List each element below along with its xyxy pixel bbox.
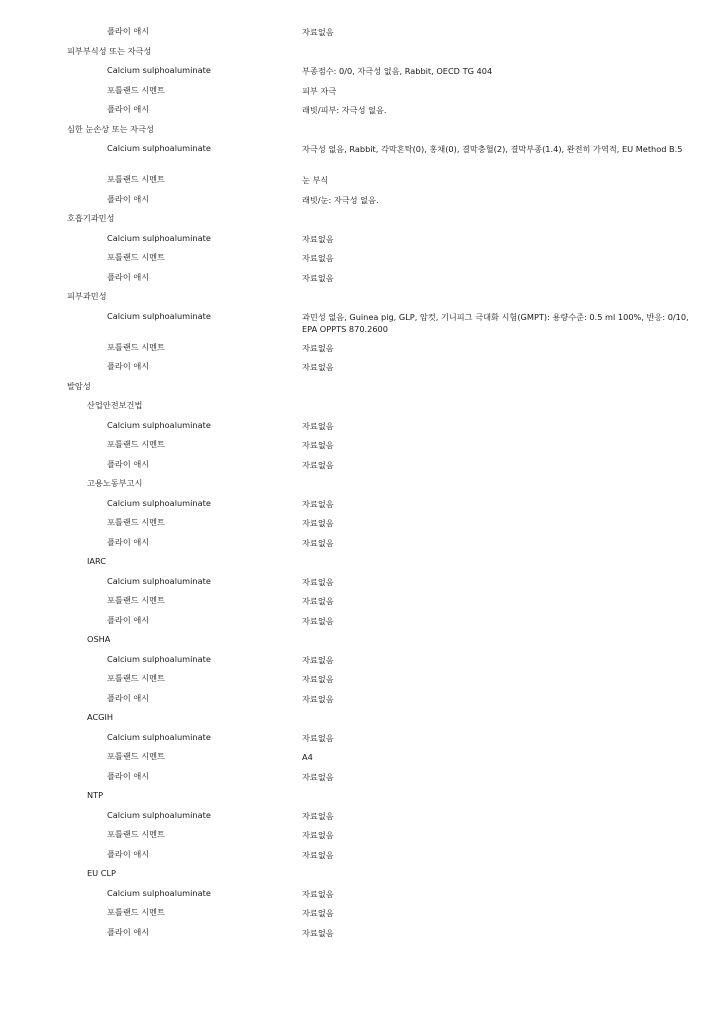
category-heading-row [0,213,724,233]
substance-value: 자료없음 [302,576,334,587]
substance-row [0,272,724,292]
substance-value: 자료없음 [302,654,334,665]
category-heading-row [0,46,724,66]
substance-name: 포틀랜드 시멘트 [107,829,165,839]
substance-value: 자료없음 [302,615,334,626]
substance-name: Calcium sulphoaluminate [107,809,211,820]
substance-name: Calcium sulphoaluminate [107,653,211,664]
category-heading-row [0,381,724,401]
substance-row [0,194,724,214]
substance-value: 자료없음 [302,537,334,548]
substance-name: Calcium sulphoaluminate [107,65,211,75]
substance-name: 플라이 애시 [107,193,150,204]
substance-row [0,849,724,869]
substance-row [0,615,724,635]
substance-name: 포틀랜드 시멘트 [107,517,165,527]
substance-value: 자료없음 [302,693,334,704]
category-heading: 피부부식성 또는 자극성 [67,45,152,56]
substance-value: 자료없음 [302,908,334,918]
substance-value: 자료없음 [302,498,334,509]
substance-row [0,888,724,908]
category-heading: 호흡기과민성 [67,213,115,223]
substance-row [0,439,724,459]
substance-row [0,654,724,674]
substance-value: 자료없음 [302,459,334,470]
subcategory-heading-row [0,868,724,888]
substance-value: 눈 부식 [302,175,329,185]
substance-value: 과민성 없음, Guinea pig, GLP, 암컷, 기니피그 극대화 시험(GMPT): 용량수준: 0.5 ml 100%, 반응: 0/10, EPA OPPTS 870.2600 [302,311,689,334]
substance-name: 포틀랜드 시멘트 [107,84,165,95]
substance-value: 자료없음 [302,849,334,860]
substance-value: 자료없음 [302,420,334,431]
substance-row [0,537,724,557]
substance-name: 플라이 애시 [107,361,150,371]
substance-row [0,342,724,362]
substance-value: 래빗/눈: 자극성 없음. [302,194,379,205]
substance-value: 부종점수: 0/0, 자극성 없음, Rabbit, OECD TG 404 [302,66,493,76]
category-heading-row [0,124,724,144]
substance-name: 플라이 애시 [107,26,150,36]
subcategory-heading-row [0,712,724,732]
substance-name: Calcium sulphoaluminate [107,731,211,742]
substance-row [0,498,724,518]
substance-name: 플라이 애시 [107,926,150,937]
substance-name: 플라이 애시 [107,692,150,703]
substance-row [0,907,724,927]
substance-name: 포틀랜드 시멘트 [107,673,165,683]
substance-row [0,732,724,752]
substance-value: A4 [302,752,313,762]
substance-row [0,771,724,791]
subcategory-heading: 산업안전보건법 [87,400,143,410]
substance-value: 자료없음 [302,888,334,899]
substance-row [0,65,724,85]
msds-toxicity-section [0,26,724,946]
substance-name: 포틀랜드 시멘트 [107,907,165,917]
substance-name: Calcium sulphoaluminate [107,575,211,586]
subcategory-heading: ACGIH [87,712,114,722]
category-heading: 심한 눈손상 또는 자극성 [67,123,154,134]
substance-value: 자료없음 [302,732,334,743]
subcategory-heading: 고용노동부고시 [87,478,143,488]
category-heading: 발암성 [67,380,91,391]
substance-name: Calcium sulphoaluminate [107,232,211,243]
substance-name: 플라이 애시 [107,848,150,859]
substance-value: 자료없음 [302,810,334,821]
category-heading-row [0,291,724,311]
substance-name: Calcium sulphoaluminate [107,419,211,430]
subcategory-heading-row [0,556,724,576]
substance-row [0,420,724,440]
substance-name: 플라이 애시 [107,271,150,282]
substance-name: 포틀랜드 시멘트 [107,751,165,761]
substance-name: 포틀랜드 시멘트 [107,341,165,352]
substance-name: Calcium sulphoaluminate [107,887,211,898]
substance-value: 자료없음 [302,233,334,244]
substance-value: 자료없음 [302,272,334,283]
substance-name: 플라이 애시 [107,770,150,781]
substance-row [0,693,724,713]
subcategory-heading: OSHA [87,634,111,644]
substance-row [0,576,724,596]
substance-row [0,233,724,253]
category-heading: 피부과민성 [67,291,107,301]
subcategory-heading: EU CLP [87,868,116,878]
substance-name: 포틀랜드 시멘트 [107,439,165,449]
substance-name: 포틀랜드 시멘트 [107,174,165,184]
substance-name: 플라이 애시 [107,614,150,625]
subcategory-heading-row [0,400,724,420]
substance-value: 자료없음 [302,518,334,528]
substance-name: Calcium sulphoaluminate [107,497,211,508]
substance-row [0,143,724,174]
substance-value: 자료없음 [302,27,334,37]
substance-value: 자료없음 [302,830,334,840]
substance-row [0,459,724,479]
substance-row [0,85,724,105]
substance-value: 자료없음 [302,440,334,450]
substance-row [0,361,724,381]
substance-name: Calcium sulphoaluminate [107,310,211,321]
substance-name: 플라이 애시 [107,458,150,469]
subcategory-heading-row [0,634,724,654]
substance-row [0,595,724,615]
substance-row [0,26,724,46]
substance-name: 플라이 애시 [107,536,150,547]
substance-row [0,252,724,272]
substance-row [0,829,724,849]
substance-name: 포틀랜드 시멘트 [107,252,165,262]
substance-row [0,517,724,537]
substance-value: 자료없음 [302,771,334,782]
substance-value: 자료없음 [302,342,334,353]
substance-value: 피부 자극 [302,85,337,96]
substance-value: 래빗/피부: 자극성 없음. [302,105,387,115]
substance-name: Calcium sulphoaluminate [107,143,211,153]
substance-value: 자극성 없음, Rabbit, 각막혼탁(0), 홍채(0), 결막충혈(2), 결막부종(1.4), 완전히 가역적, EU Method B.5 [302,144,683,154]
substance-row [0,673,724,693]
substance-row [0,810,724,830]
substance-name: 포틀랜드 시멘트 [107,595,165,605]
subcategory-heading: IARC [87,556,107,566]
subcategory-heading-row [0,478,724,498]
substance-value: 자료없음 [302,927,334,938]
substance-value: 자료없음 [302,362,334,372]
subcategory-heading-row [0,790,724,810]
substance-row [0,311,724,342]
subcategory-heading: NTP [87,790,104,800]
substance-row [0,104,724,124]
substance-value: 자료없음 [302,674,334,684]
substance-row [0,174,724,194]
substance-row [0,927,724,947]
substance-value: 자료없음 [302,253,334,263]
substance-name: 플라이 애시 [107,104,150,114]
substance-value: 자료없음 [302,596,334,606]
substance-row [0,751,724,771]
